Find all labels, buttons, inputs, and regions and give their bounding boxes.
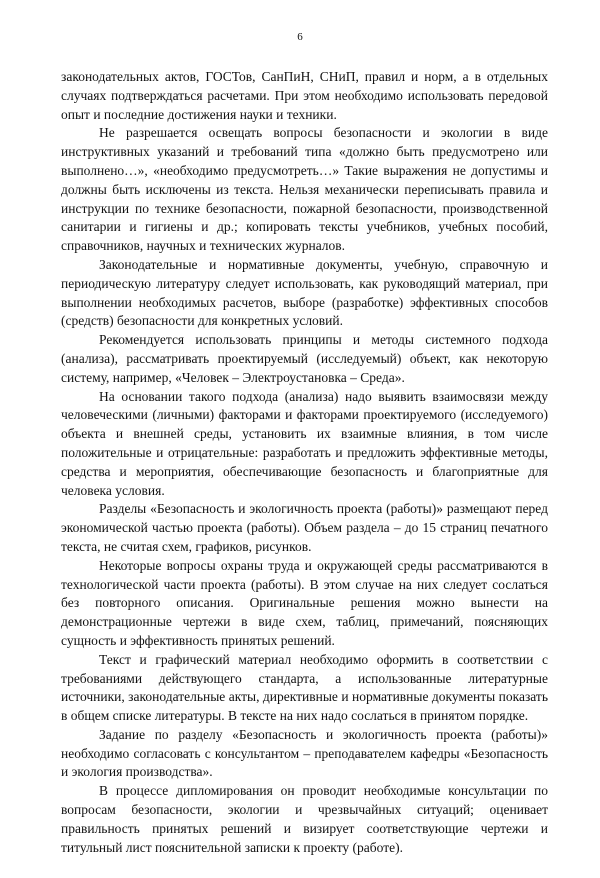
paragraph-technological-part: Некоторые вопросы охраны труда и окружающей среды рассматриваются в технологической части проекта (работы). В этом случае на них следует сослаться без повторного описания. Оригинальные решения можно вынести на демонстрационные чертежи в виде схем, таблиц, примечаний, поясняющих сущность и эффективность принятых решений.	[61, 557, 548, 648]
paragraph-formatting: Текст и графический материал необходимо оформить в соответствии с требованиями действующего стандарта, а использованные литературные источники, законодательные акты, директивные и нормативные документы показать в общем списке литературы. В тексте на них надо сослаться в принятом порядке.	[61, 651, 548, 724]
page-number: 6	[297, 31, 303, 43]
paragraph-system-approach: Рекомендуется использовать принципы и методы системного подхода (анализа), рассматривать проектируемый (исследуемый) объект, как некоторую систему, например, «Человек – Электроустановка – Среда».	[61, 332, 548, 385]
paragraph-assignment: Задание по разделу «Безопасность и экологичность проекта (работы)» необходимо согласовать с консультантом – преподавателем кафедры «Безопасность и экология производства».	[61, 726, 548, 780]
paragraph-interrelations: На основании такого подхода (анализа) надо выявить взаимосвязи между человеческими (личными) факторами и факторами проектируемого (исследуемого) объекта и внешней среды, установить их взаимные влияния, в том числе положительные и отрицательные: разработать и предложить эффективные методы, средства и мероприятия, обеспечивающие безопасность и благоприятные для человека условия.	[61, 388, 548, 498]
paragraph-no-instructions: Не разрешается освещать вопросы безопасности и экологии в виде инструктивных указаний и требований типа «должно быть предусмотрено или выполнено…», «необходимо предусмотреть…» Такие выражения не допустимы и должны быть исключены из текста. Нельзя механически переписывать правила и инструкции по технике безопасности, пожарной безопасности, производственной санитарии и гигиены и др.; копировать тексты учебников, учебных пособий, справочников, научных и технических журналов.	[61, 125, 548, 254]
paragraph-continuation: законодательных актов, ГОСТов, СанПиН, СНиП, правил и норм, а в отдельных случаях подтверждаться расчетами. При этом необходимо использовать передовой опыт и последние достижения науки и техники.	[61, 69, 548, 122]
paragraph-consultations: В процессе дипломирования он проводит необходимые консультации по вопросам безопасности, экологии и чрезвычайных ситуаций; оценивает правильность принятых решений и визирует соответствующие чертежи и титульный лист пояснительной записки к проекту (работе).	[61, 783, 548, 855]
paragraph-normative-documents: Законодательные и нормативные документы, учебную, справочную и периодическую литературу следует использовать, как руководящий материал, при выполнении необходимых расчетов, выборе (разработке) эффективных способов (средств) безопасности для конкретных условий.	[61, 256, 548, 329]
paragraph-section-placement: Разделы «Безопасность и экологичность проекта (работы)» размещают перед экономической частью проекта (работы). Объем раздела – до 15 страниц печатного текста, не считая схем, графиков, рисунков.	[61, 501, 548, 554]
body-text	[61, 68, 548, 857]
